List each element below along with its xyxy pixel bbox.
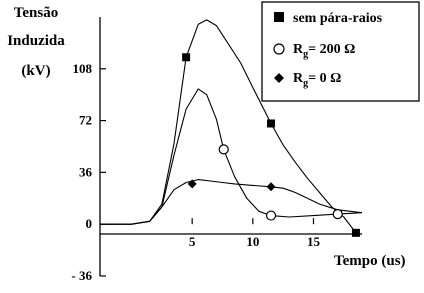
series-sem-para-raios-point (352, 229, 360, 237)
series-rg-200-point (333, 210, 342, 219)
y-axis-label-line-3: (kV) (21, 63, 51, 79)
legend-marker-sem-para-raios (274, 12, 284, 22)
x-tick-label: 15 (306, 234, 320, 250)
series-sem-para-raios-point (182, 53, 190, 61)
legend (262, 2, 419, 101)
y-axis-label-line-1: Tensão (13, 5, 59, 21)
x-tick-label: 5 (188, 234, 196, 250)
x-axis-label: Tempo (us) (334, 253, 406, 269)
y-tick-label: 108 (72, 60, 92, 76)
x-tick-label: 10 (246, 234, 260, 250)
series-rg-200-point (267, 211, 276, 220)
series-rg-0-point (267, 182, 276, 191)
legend-label-rg-200: $R_g= 200$ Ω (293, 42, 356, 60)
y-tick-label: 0 (85, 216, 92, 232)
legend-label-sem-para-raios: sem pára-raios (293, 11, 383, 26)
y-axis-label-line-2: Induzida (7, 33, 65, 49)
y-tick-label: 72 (79, 112, 92, 128)
y-tick-label: 36 (79, 164, 92, 180)
legend-label-rg-0: $R_g= 0$ Ω (293, 71, 342, 89)
series-rg-200-point (219, 145, 228, 154)
series-sem-para-raios-point (267, 119, 275, 127)
y-tick-label: - 36 (71, 268, 92, 283)
legend-marker-rg-200 (274, 44, 284, 54)
series-rg-200-line (100, 89, 362, 224)
series-rg-0-line (100, 180, 362, 225)
